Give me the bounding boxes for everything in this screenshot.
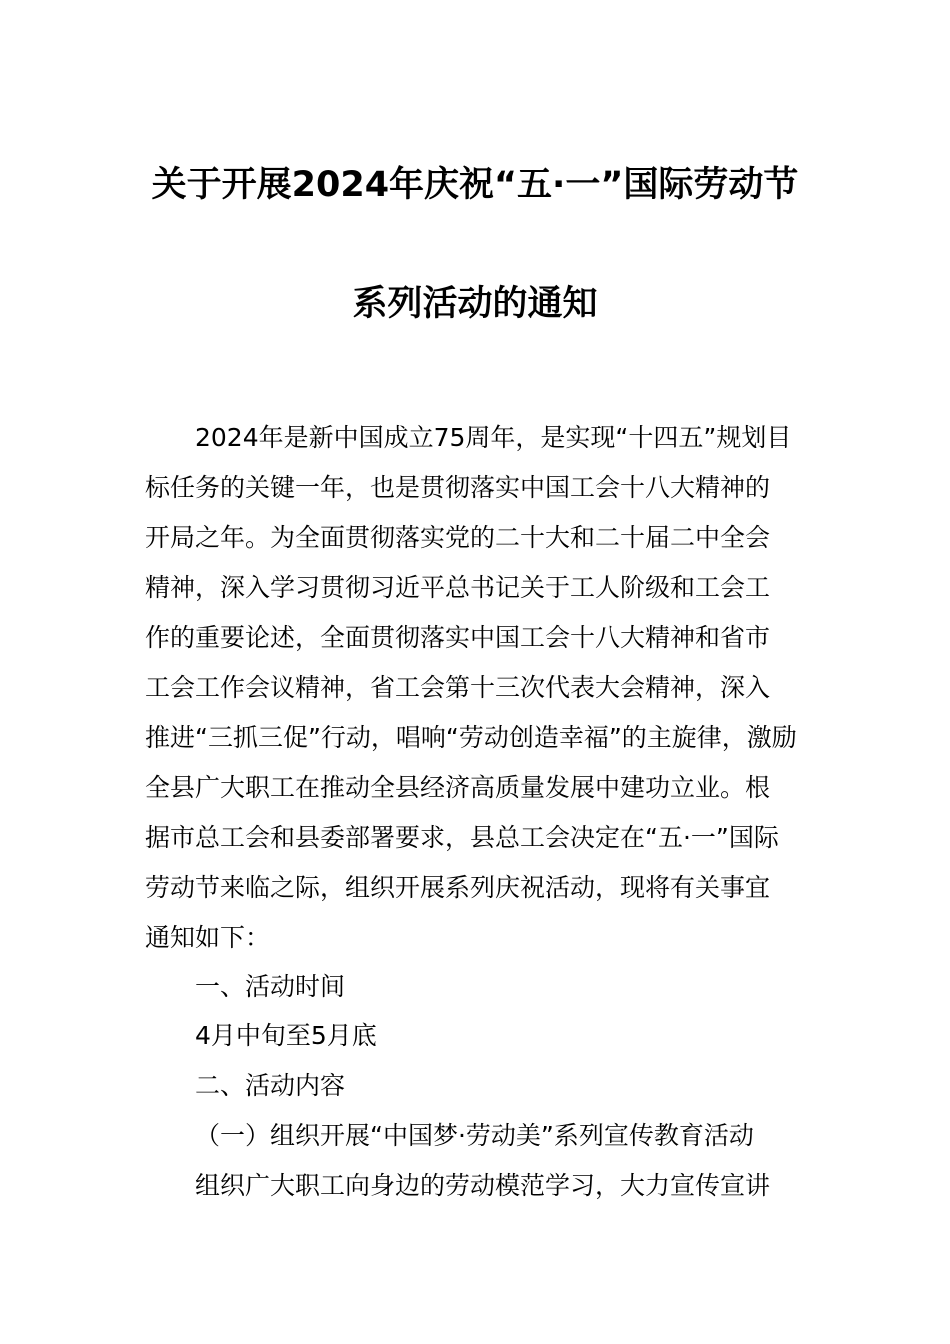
subsection-heading-1: （一）组织开展“中国梦·劳动美”系列宣传教育活动 xyxy=(195,1121,754,1150)
body-line-7: 推进“三抓三促”行动，唱响“劳动创造幸福”的主旋律，激励 xyxy=(145,723,797,752)
body-line-5: 作的重要论述，全面贯彻落实中国工会十八大精神和省市 xyxy=(145,623,771,652)
section-heading-activity-content: 二、活动内容 xyxy=(195,1071,346,1100)
body-line-3: 开局之年。为全面贯彻落实党的二十大和二十届二中全会 xyxy=(145,523,771,552)
body-line-9: 据市总工会和县委部署要求，县总工会决定在“五·一”国际 xyxy=(145,823,779,852)
document-title-line-2: 系列活动的通知 xyxy=(352,284,598,324)
body-line-10: 劳动节来临之际，组织开展系列庆祝活动，现将有关事宜 xyxy=(145,873,771,902)
body-line-4: 精神，深入学习贯彻习近平总书记关于工人阶级和工会工 xyxy=(145,573,771,602)
body-line-2: 标任务的关键一年，也是贯彻落实中国工会十八大精神的 xyxy=(145,473,771,502)
body-line-8: 全县广大职工在推动全县经济高质量发展中建功立业。根 xyxy=(145,773,771,802)
activity-time-value: 4月中旬至5月底 xyxy=(195,1021,377,1050)
body-line-16: 组织广大职工向身边的劳动模范学习，大力宣传宣讲 xyxy=(195,1171,771,1200)
section-heading-activity-time: 一、活动时间 xyxy=(195,972,346,1001)
body-line-1: 2024年是新中国成立75周年，是实现“十四五”规划目 xyxy=(195,423,792,452)
document-title-line-1: 关于开展2024年庆祝“五·一”国际劳动节 xyxy=(151,165,799,205)
body-line-11: 通知如下： xyxy=(145,923,271,952)
body-line-6: 工会工作会议精神，省工会第十三次代表大会精神，深入 xyxy=(145,673,771,702)
